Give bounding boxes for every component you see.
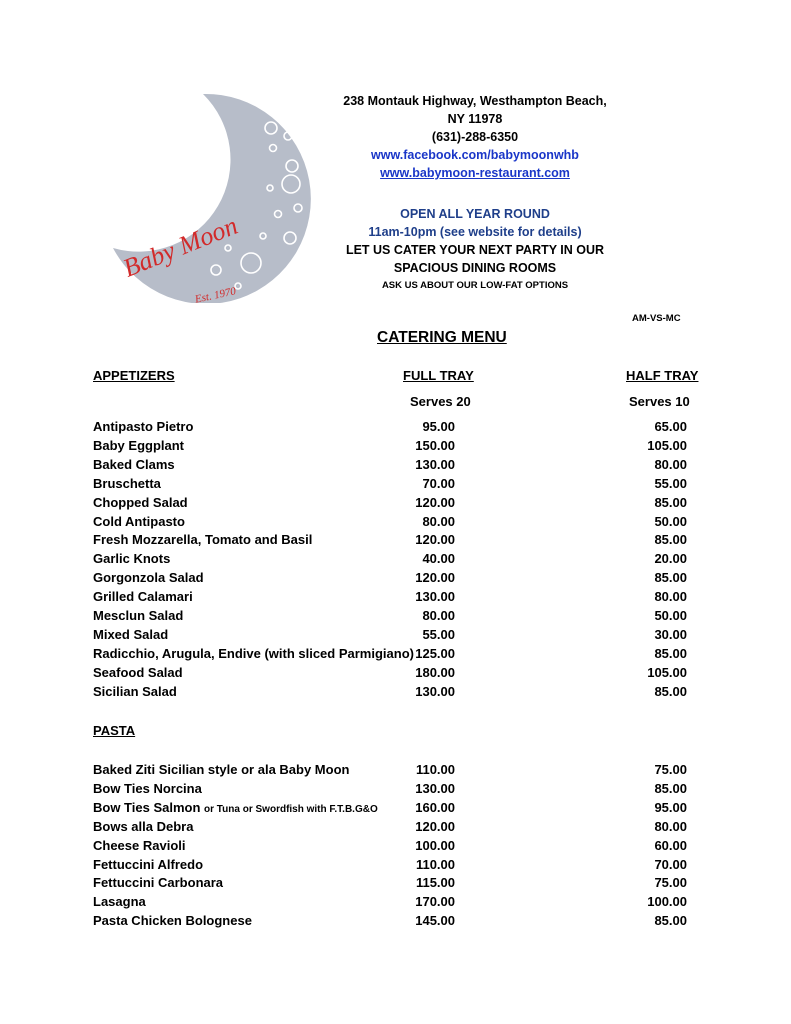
full-tray-price: 130.00 — [415, 456, 455, 472]
menu-row — [93, 627, 693, 645]
baby-moon-logo — [108, 88, 323, 303]
half-tray-price: 60.00 — [654, 837, 687, 853]
item-name — [93, 495, 188, 510]
menu-row — [93, 875, 693, 893]
full-tray-price: 170.00 — [415, 894, 455, 910]
appetizers-heading: APPETIZERS — [93, 368, 175, 383]
item-name — [93, 438, 184, 453]
half-tray-price: 105.00 — [647, 437, 687, 453]
item-name — [93, 457, 175, 472]
item-name-text: Baked Clams — [93, 456, 175, 472]
item-name — [93, 570, 204, 585]
item-name-text: Sicilian Salad — [93, 683, 177, 699]
full-tray-price: 70.00 — [422, 475, 455, 491]
half-tray-price: 20.00 — [654, 551, 687, 567]
item-name — [93, 781, 202, 796]
full-tray-price: 130.00 — [415, 589, 455, 605]
full-tray-price: 95.00 — [422, 419, 455, 434]
menu-row — [93, 781, 693, 799]
item-name-text: Fettuccini Carbonara — [93, 875, 224, 891]
item-name — [93, 684, 177, 699]
item-name-text: Fettuccini Alfredo — [93, 856, 204, 872]
menu-row — [93, 419, 693, 437]
cater-line-2: SPACIOUS DINING ROOMS — [393, 261, 557, 275]
item-name — [93, 819, 193, 834]
half-tray-price: 85.00 — [654, 683, 687, 699]
half-tray-price: 85.00 — [654, 913, 687, 929]
half-tray-price: 85.00 — [654, 645, 687, 661]
item-name-text: Bows alla Debra — [93, 818, 194, 834]
open-year-round: OPEN ALL YEAR ROUND — [400, 207, 550, 221]
half-tray-price: 75.00 — [654, 875, 687, 891]
menu-row — [93, 857, 693, 875]
full-tray-price: 150.00 — [415, 437, 455, 453]
item-name — [93, 875, 223, 890]
half-tray-price: 105.00 — [647, 664, 687, 680]
restaurant-info — [320, 92, 630, 182]
half-tray-price: 85.00 — [654, 570, 687, 586]
item-name — [93, 476, 161, 491]
phone-number: (631)-288-6350 — [431, 130, 519, 144]
pasta-heading: PASTA — [93, 723, 136, 738]
half-tray-price: 65.00 — [654, 419, 687, 434]
item-name-text: Gorgonzola Salad — [93, 570, 204, 586]
item-name — [93, 514, 185, 529]
item-name-text: Baby Eggplant — [93, 437, 185, 453]
menu-row — [93, 551, 693, 569]
item-name-text: Pasta Chicken Bolognese — [93, 913, 252, 929]
address-line-1: 238 Montauk Highway, Westhampton Beach, — [343, 94, 607, 108]
menu-row — [93, 532, 693, 550]
half-tray-price: 85.00 — [654, 780, 687, 796]
item-name-text: Mesclun Salad — [93, 608, 184, 623]
menu-row — [93, 684, 693, 702]
menu-row — [93, 570, 693, 588]
half-tray-price: 100.00 — [647, 894, 687, 910]
item-name-text: Chopped Salad — [93, 494, 188, 510]
menu-row — [93, 800, 693, 818]
menu-row — [93, 665, 693, 683]
full-tray-price: 130.00 — [415, 780, 455, 796]
full-tray-price: 55.00 — [422, 626, 455, 642]
item-name-text: Baked Ziti Sicilian style or ala Baby Moon — [93, 762, 350, 777]
menu-row — [93, 514, 693, 532]
full-tray-price: 80.00 — [422, 513, 455, 529]
facebook-link[interactable]: www.facebook.com/babymoonwhb — [371, 148, 579, 162]
half-tray-heading: HALF TRAY — [626, 368, 699, 383]
item-name — [93, 857, 203, 872]
full-tray-price: 110.00 — [415, 856, 455, 872]
full-tray-heading: FULL TRAY — [403, 368, 474, 383]
accepted-cards: AM-VS-MC — [632, 313, 681, 324]
menu-row — [93, 819, 693, 837]
item-name — [93, 532, 312, 547]
item-name — [93, 913, 252, 928]
menu-row — [93, 476, 693, 494]
item-name-text: Antipasto Pietro — [93, 419, 194, 434]
item-name-text: Cold Antipasto — [93, 513, 185, 529]
full-tray-price: 180.00 — [415, 664, 455, 680]
lowfat-line: ASK US ABOUT OUR LOW-FAT OPTIONS — [381, 280, 569, 291]
full-tray-price: 80.00 — [422, 608, 455, 623]
item-name — [93, 419, 193, 434]
half-serves: Serves 10 — [629, 394, 690, 409]
half-tray-price: 85.00 — [654, 532, 687, 548]
item-name — [93, 608, 183, 623]
menu-row — [93, 457, 693, 475]
item-name — [93, 894, 146, 909]
menu-row — [93, 608, 693, 626]
item-name — [93, 589, 193, 604]
item-name-text: Lasagna — [93, 894, 146, 910]
half-tray-price: 50.00 — [654, 608, 687, 623]
menu-title: CATERING MENU — [377, 329, 507, 346]
menu-row — [93, 646, 693, 664]
full-tray-price: 120.00 — [415, 494, 455, 510]
full-tray-price: 120.00 — [415, 532, 455, 548]
half-tray-price: 95.00 — [654, 799, 687, 815]
website-link[interactable]: www.babymoon-restaurant.com — [380, 166, 570, 180]
item-name-text: Fresh Mozzarella, Tomato and Basil — [93, 532, 313, 548]
item-name — [93, 762, 349, 777]
menu-row — [93, 838, 693, 856]
half-tray-price: 80.00 — [654, 589, 687, 605]
full-tray-price: 115.00 — [415, 875, 455, 891]
logo-est-text: Est. 1970 — [193, 285, 238, 303]
item-name — [93, 646, 414, 661]
cater-line-1: LET US CATER YOUR NEXT PARTY IN OUR — [345, 243, 605, 257]
half-tray-price: 55.00 — [654, 475, 687, 491]
full-tray-price: 110.00 — [415, 762, 455, 777]
menu-row — [93, 913, 693, 931]
item-name-text: Seafood Salad — [93, 664, 183, 680]
hours-line: 11am-10pm (see website for details) — [368, 225, 582, 239]
half-tray-price: 30.00 — [654, 626, 687, 642]
full-tray-price: 100.00 — [415, 837, 455, 853]
half-tray-price: 50.00 — [654, 513, 687, 529]
item-name-text: Mixed Salad — [93, 626, 169, 642]
half-tray-price: 80.00 — [654, 818, 687, 834]
half-tray-price: 80.00 — [654, 456, 687, 472]
menu-row — [93, 762, 693, 780]
item-name — [93, 800, 378, 815]
item-name-text: Bow Ties Salmon — [93, 799, 201, 815]
full-tray-price: 40.00 — [422, 551, 455, 567]
item-name-text: Garlic Knots — [93, 551, 171, 567]
item-name — [93, 665, 183, 680]
menu-row — [93, 495, 693, 513]
item-name-text: Grilled Calamari — [93, 589, 193, 605]
address-line-2: NY 11978 — [447, 112, 503, 126]
logo-brand-text: Baby Moon — [118, 210, 242, 283]
item-name-note: or Tuna or Swordfish with F.T.B.G&O — [204, 803, 378, 815]
item-name — [93, 551, 170, 566]
full-tray-price: 160.00 — [415, 799, 455, 815]
half-tray-price: 75.00 — [654, 762, 687, 777]
full-tray-price: 125.00 — [415, 645, 455, 661]
item-name — [93, 627, 168, 642]
item-name-text: Bow Ties Norcina — [93, 780, 202, 796]
half-tray-price: 70.00 — [654, 856, 687, 872]
full-serves: Serves 20 — [410, 394, 471, 409]
full-tray-price: 130.00 — [415, 683, 455, 699]
full-tray-price: 145.00 — [415, 913, 455, 929]
item-name-text: Radicchio, Arugula, Endive (with sliced Parmigiano) — [93, 645, 414, 661]
item-name-text: Bruschetta — [93, 475, 161, 491]
half-tray-price: 85.00 — [654, 494, 687, 510]
menu-row — [93, 438, 693, 456]
item-name-text: Cheese Ravioli — [93, 837, 186, 853]
item-name — [93, 838, 186, 853]
menu-row — [93, 894, 693, 912]
hours-info — [320, 205, 630, 295]
full-tray-price: 120.00 — [415, 818, 455, 834]
menu-row — [93, 589, 693, 607]
full-tray-price: 120.00 — [415, 570, 455, 586]
crescent-moon-icon — [108, 88, 323, 303]
